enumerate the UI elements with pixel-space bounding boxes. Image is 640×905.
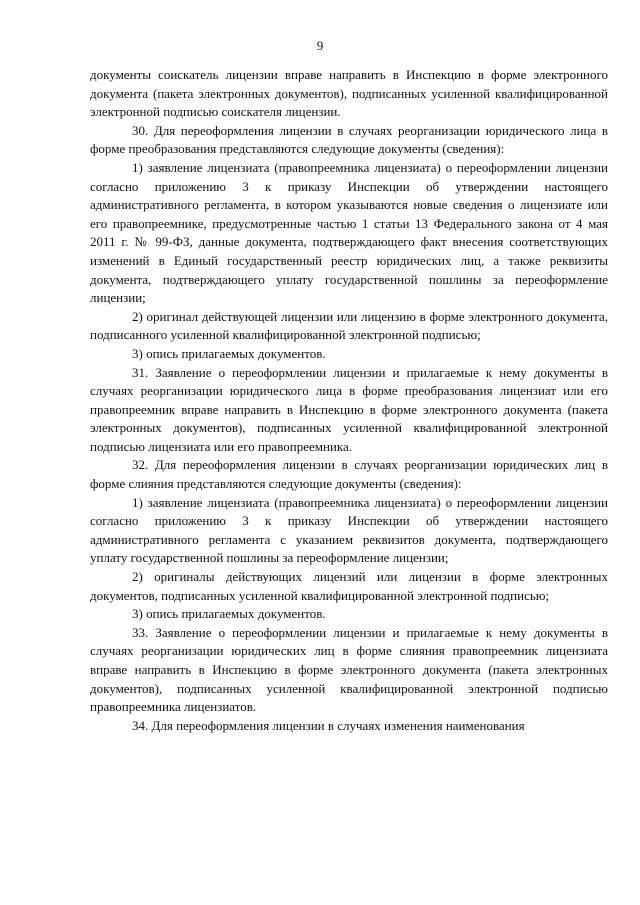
paragraph: 1) заявление лицензиата (правопреемника лицензиата) о переоформлении лицензии согласно приложению 3 к приказу Инспекции об утверждении настоящего административного регламента с указанием реквизитов документа, подтверждающего уплату государственной пошлины за переоформление лицензии;	[90, 494, 608, 566]
paragraph: 31. Заявление о переоформлении лицензии и прилагаемые к нему документы в случаях реорганизации юридического лица в форме преобразования лицензиат или его правопреемник вправе направить в Инспекцию в форме электронного документа (пакета электронных документов), подписанных усиленной квалифицированной электронной подписью лицензиата или его правопреемника.	[90, 364, 608, 454]
paragraph: 2) оригинал действующей лицензии или лицензию в форме электронного документа, подписанного усиленной квалифицированной электронной подписью;	[90, 308, 608, 343]
paragraph: 30. Для переоформления лицензии в случаях реорганизации юридического лица в форме преобразования представляются следующие документы (сведения):	[90, 122, 608, 157]
document-body	[90, 66, 608, 735]
paragraph: 3) опись прилагаемых документов.	[132, 345, 326, 361]
paragraph: 33. Заявление о переоформлении лицензии и прилагаемые к нему документы в случаях реорганизации юридических лиц в форме слияния правопреемник лицензиата вправе направить в Инспекцию в форме электронного документа (пакета электронных документов), подписанных усиленной квалифицированной электронной подписью правопреемника лицензиатов.	[90, 624, 608, 715]
paragraph: 1) заявление лицензиата (правопреемника лицензиата) о переоформлении лицензии согласно приложению 3 к приказу Инспекции об утверждении настоящего административного регламента, в котором указываются новые сведения о лицензиате или его правопреемнике, предусмотренные частью 1 статьи 13 Федерального закона от 4 мая 2011 г. № 99-ФЗ, данные документа, подтверждающего факт внесения соответствующих изменений в Единый государственный реестр юридических лиц, а также реквизиты документа, подтверждающего уплату государственной пошлины за переоформление лицензии;	[90, 159, 608, 306]
page-number: 9	[316, 38, 324, 53]
paragraph: документы соискатель лицензии вправе направить в Инспекцию в форме электронного документа (пакета электронных документов), подписанных усиленной квалифицированной электронной подписью соискателя лицензии.	[90, 67, 608, 120]
paragraph: 3) опись прилагаемых документов.	[132, 606, 326, 622]
paragraph: 32. Для переоформления лицензии в случаях реорганизации юридических лиц в форме слияния представляются следующие документы (сведения):	[90, 457, 608, 492]
paragraph: 2) оригиналы действующих лицензий или лицензии в форме электронных документов, подписанных усиленной квалифицированной электронной подписью;	[90, 569, 608, 603]
paragraph: 34. Для переоформления лицензии в случаях изменения наименования	[132, 717, 525, 733]
